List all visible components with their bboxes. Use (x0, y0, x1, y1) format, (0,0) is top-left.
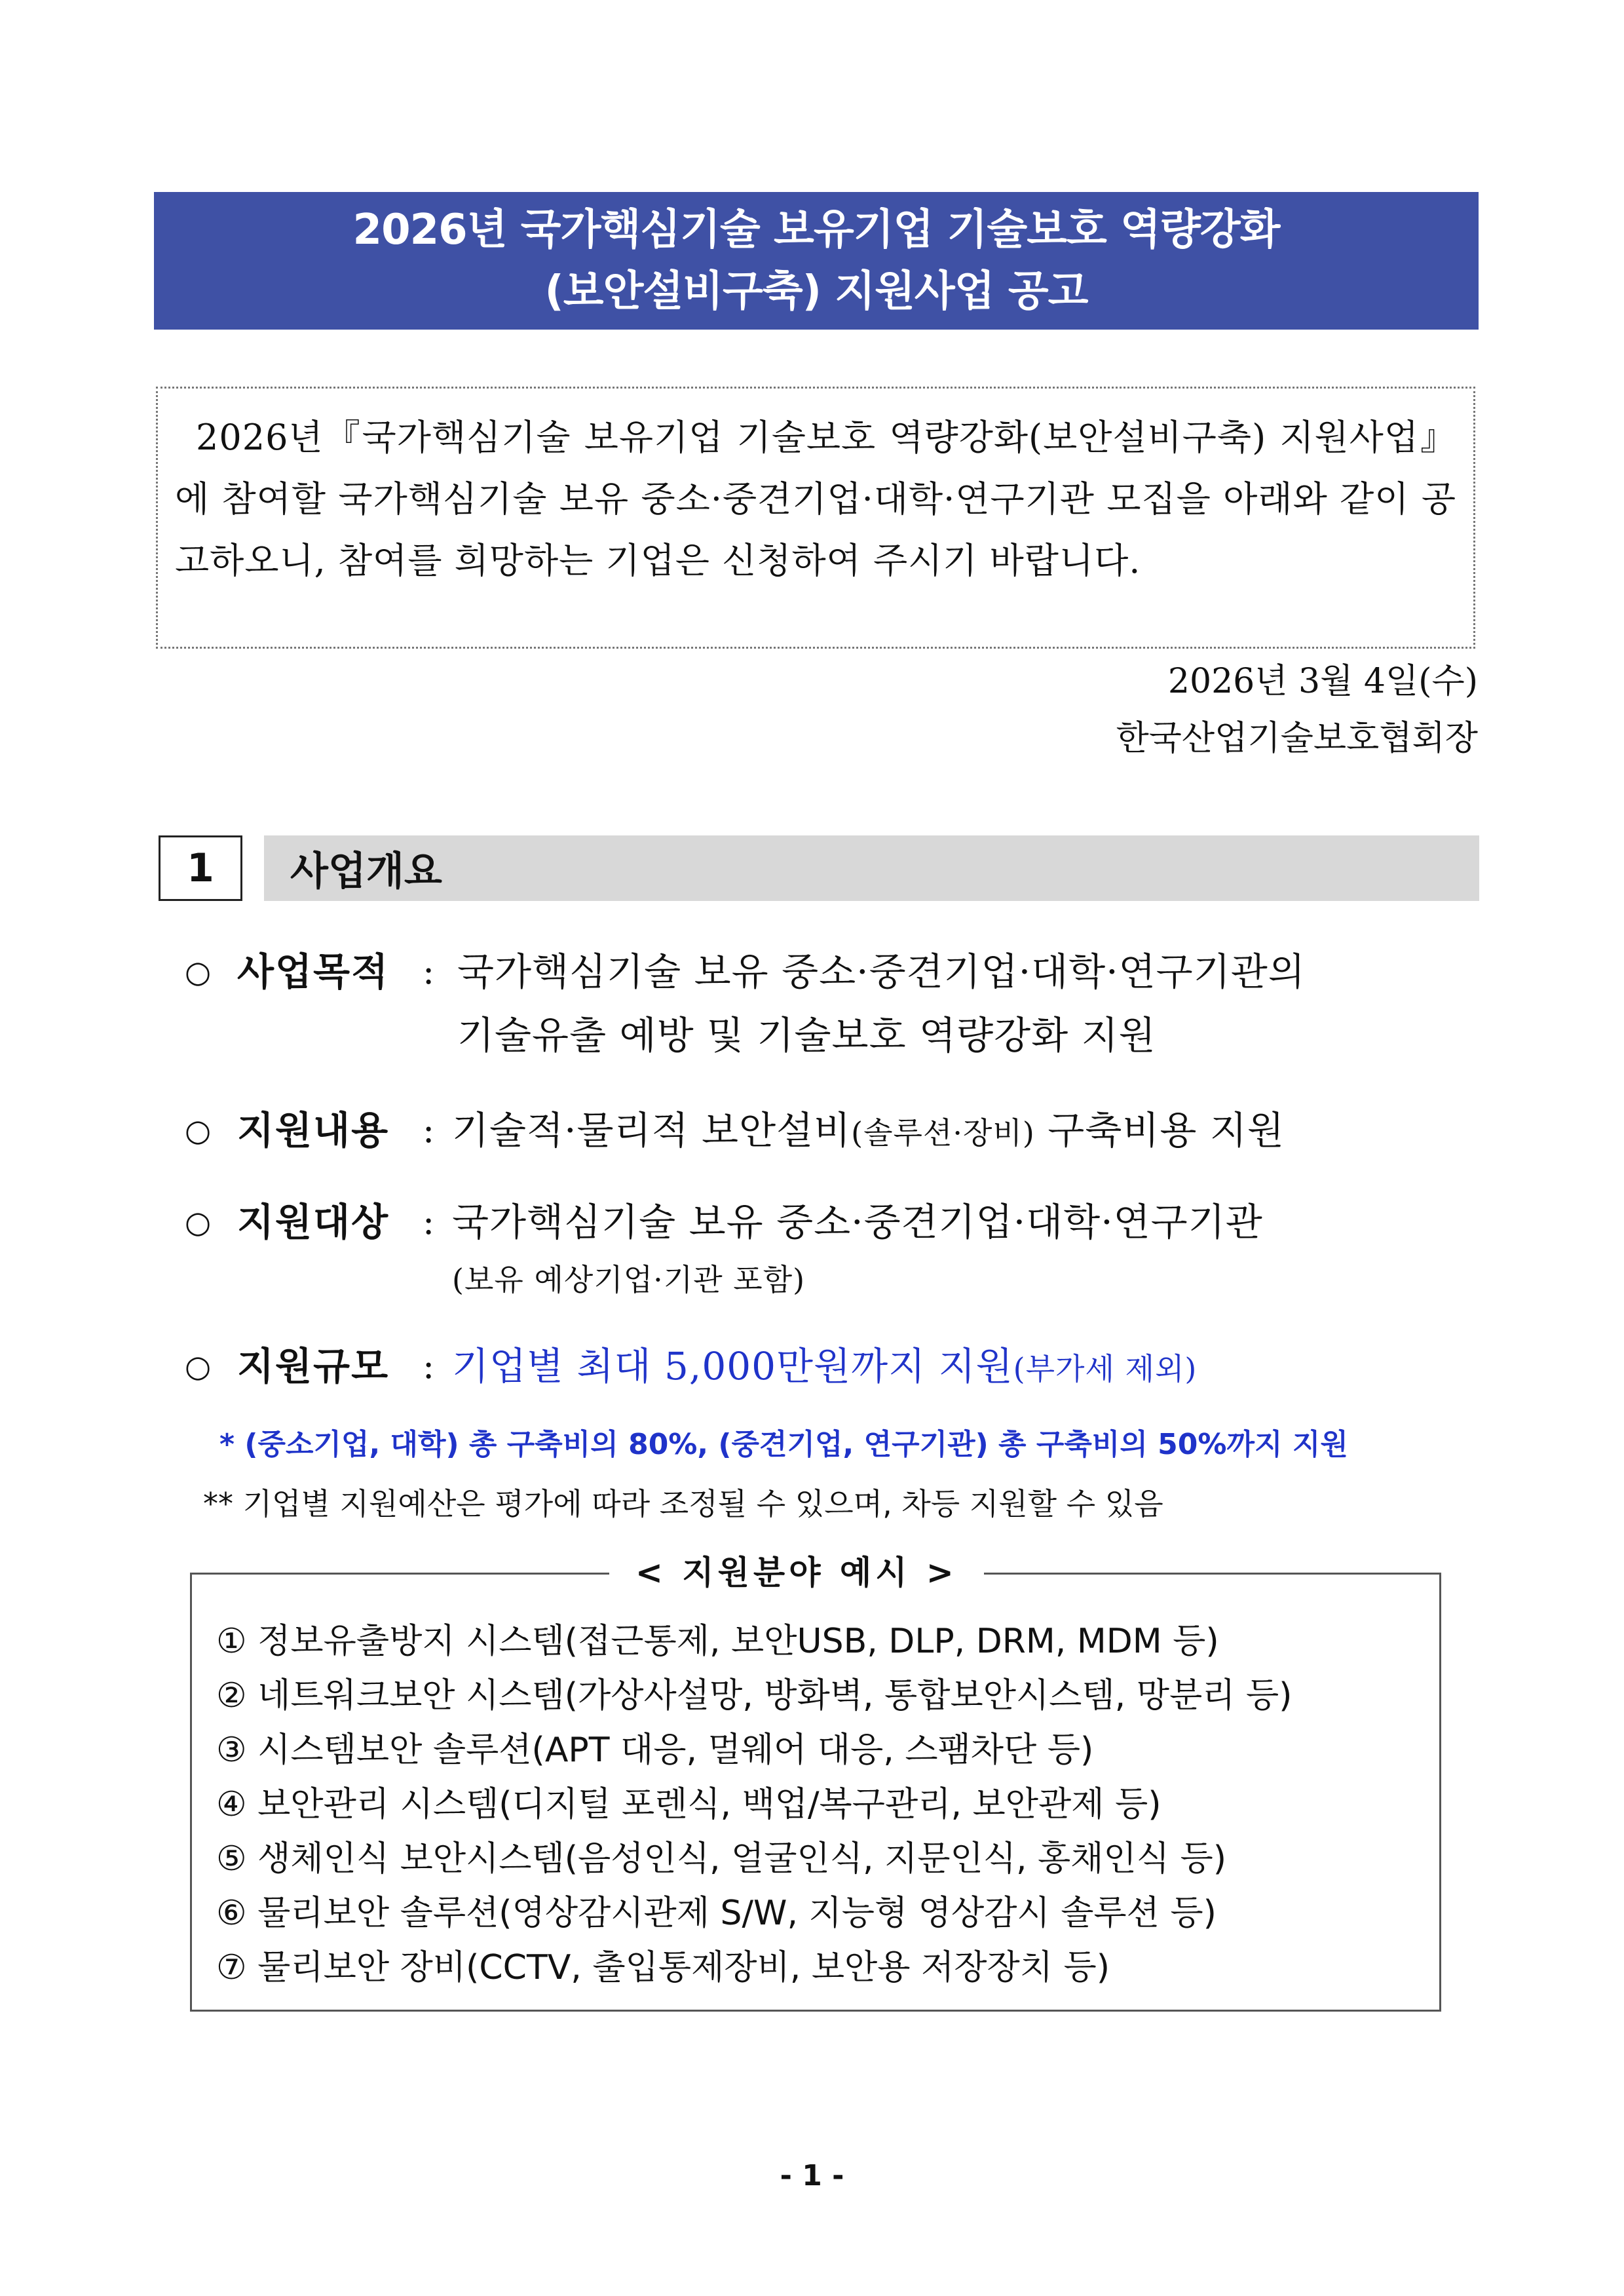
value-scale (452, 1343, 1197, 1392)
section-number: 1 (159, 835, 242, 901)
title-banner (154, 192, 1479, 330)
value-target-line1: 국가핵심기술 보유 중소·중견기업·대학·연구기관 (452, 1200, 1263, 1244)
value-scale-small: (부가세 제외) (1013, 1351, 1198, 1387)
bullet-purpose: ○ (185, 954, 212, 989)
example-item: ④ 보안관리 시스템(디지털 포렌식, 백업/복구관리, 보안관제 등) (216, 1785, 1161, 1824)
note-funding-ratio: * (중소기업, 대학) 총 구축비의 80%, (중견기업, 연구기관) 총 구축비의 50%까지 지원 (219, 1428, 1348, 1461)
bullet-target: ○ (185, 1204, 212, 1240)
example-item: ② 네트워크보안 시스템(가상사설망, 방화벽, 통합보안시스템, 망분리 등) (216, 1676, 1293, 1715)
examples-title: < 지원분야 예시 > (609, 1553, 984, 1592)
page-number: - 1 - (780, 2159, 844, 2192)
example-item: ③ 시스템보안 솔루션(APT 대응, 멀웨어 대응, 스팸차단 등) (216, 1731, 1094, 1770)
value-scale-main: 기업별 최대 5,000만원까지 지원 (452, 1344, 1013, 1388)
bullet-scale: ○ (185, 1349, 212, 1384)
label-target: 지원대상 (237, 1200, 390, 1244)
value-content-main: 기술적·물리적 보안설비 (452, 1108, 852, 1153)
title-line-2: (보안설비구축) 지원사업 공고 (544, 267, 1088, 316)
note-budget-adjustment: ** 기업별 지원예산은 평가에 따라 조정될 수 있으며, 차등 지원할 수 있음 (203, 1486, 1163, 1521)
label-content: 지원내용 (237, 1108, 390, 1153)
label-scale: 지원규모 (237, 1344, 390, 1388)
example-item: ⑥ 물리보안 솔루션(영상감시관제 S/W, 지능형 영상감시 솔루션 등) (216, 1894, 1217, 1933)
value-purpose-line1: 국가핵심기술 보유 중소·중견기업·대학·연구기관의 (457, 949, 1306, 994)
title-line-1: 2026년 국가핵심기술 보유기업 기술보호 역량강화 (352, 206, 1280, 254)
value-purpose-line2: 기술유출 예방 및 기술보호 역량강화 지원 (457, 1013, 1156, 1058)
example-item: ⑦ 물리보안 장비(CCTV, 출입통제장비, 보안용 저장장치 등) (216, 1948, 1110, 1987)
value-content-tail: 구축비용 지원 (1034, 1108, 1285, 1153)
label-purpose: 사업목적 (237, 949, 390, 994)
example-item: ⑤ 생체인식 보안시스템(음성인식, 얼굴인식, 지문인식, 홍채인식 등) (216, 1839, 1226, 1879)
section-title: 사업개요 (264, 835, 1479, 901)
issuer: 한국산업기술보호협회장 (1116, 719, 1478, 758)
intro-box (156, 387, 1475, 649)
intro-text: 2026년『국가핵심기술 보유기업 기술보호 역량강화(보안설비구축) 지원사업』에 참여할 국가핵심기술 보유 중소·중견기업·대학·연구기관 모집을 아래와 같이 공고하오니, 참여를 희망하는 기업은 신청하여 주시기 바랍니다. (175, 417, 1456, 581)
example-item: ① 정보유출방지 시스템(접근통제, 보안USB, DLP, DRM, MDM 등) (216, 1622, 1219, 1661)
value-target-line2: (보유 예상기업·기관 포함) (452, 1262, 806, 1297)
colon-purpose: : (423, 951, 435, 992)
bullet-content: ○ (185, 1113, 212, 1148)
colon-scale: : (423, 1345, 435, 1387)
colon-target: : (423, 1201, 435, 1242)
value-content-small: (솔루션·장비) (851, 1115, 1035, 1151)
value-content (452, 1107, 1285, 1156)
colon-content: : (423, 1109, 435, 1151)
announcement-date: 2026년 3월 4일(수) (1167, 662, 1478, 701)
